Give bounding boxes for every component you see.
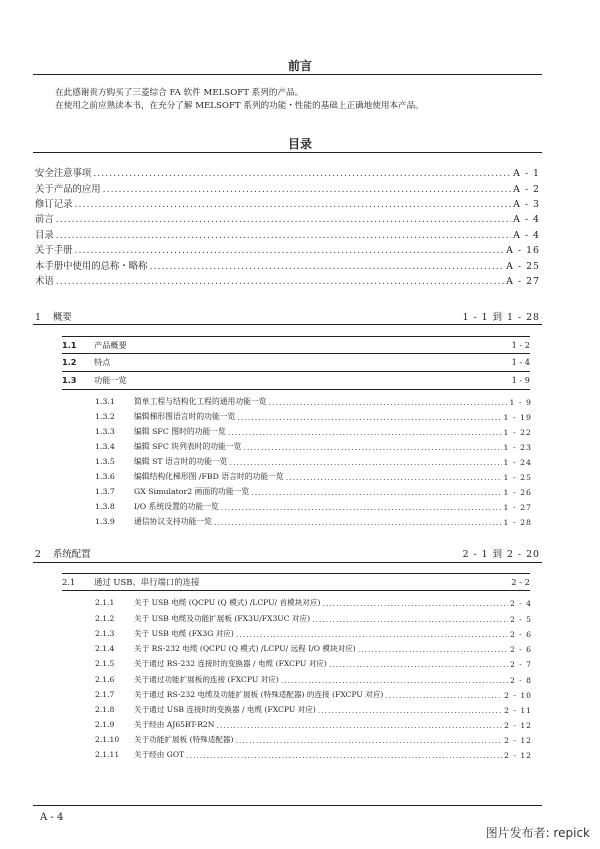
subsection-number: 1.3.9 — [95, 517, 115, 526]
toc-entry-label: 目录 — [35, 230, 54, 241]
subsection-entry[interactable] — [95, 656, 532, 669]
subsection-entry[interactable] — [95, 515, 532, 527]
chapter-number: 1 — [35, 312, 41, 323]
leader-dots — [281, 676, 508, 685]
subsection-entry[interactable] — [95, 747, 532, 760]
preface-rule — [33, 74, 542, 75]
section-rule — [62, 590, 530, 591]
subsection-number: 1.3.7 — [95, 487, 115, 496]
section-rule — [62, 336, 530, 337]
contents-title: 目录 — [287, 137, 312, 151]
leader-dots — [237, 413, 501, 422]
toc-entry[interactable] — [35, 273, 540, 287]
subsection-entry[interactable] — [95, 687, 532, 700]
preface-paragraph-1: 在此感谢贵方购买了三菱综合 FA 软件 MELSOFT 系列的产品。 — [55, 88, 304, 98]
subsection-page: 2 - 5 — [509, 615, 532, 624]
chapter-title: 概要 — [53, 312, 72, 323]
chapter-heading[interactable] — [35, 309, 540, 323]
leader-dots — [286, 473, 502, 482]
leader-dots — [322, 599, 507, 608]
toc-entry-label: 本手册中使用的总称・略称 — [35, 261, 148, 272]
toc-entry[interactable] — [35, 165, 540, 179]
leader-dots — [214, 518, 502, 527]
subsection-entry[interactable] — [95, 732, 532, 745]
subsection-number: 1.3.1 — [95, 397, 115, 406]
subsection-title: 关于经由 AJ65BT-R2N — [134, 720, 215, 729]
subsection-entry[interactable] — [95, 485, 532, 497]
section-number: 1.3 — [62, 374, 77, 385]
chapter-rule — [33, 562, 542, 563]
subsection-title: 关于通过功能扩展板的连接 (FXCPU 对应) — [134, 675, 279, 684]
toc-entry-page: A - 4 — [513, 230, 540, 241]
section-number: 1.1 — [62, 339, 77, 350]
leader-dots — [251, 488, 501, 497]
section-page: 1 - 9 — [511, 375, 530, 385]
section-number: 2.1 — [62, 577, 76, 587]
leader-dots — [243, 443, 501, 452]
section-number: 1.2 — [62, 356, 77, 367]
subsection-entry[interactable] — [95, 641, 532, 654]
toc-entry-label: 前言 — [35, 214, 54, 225]
subsection-page: 2 - 7 — [509, 660, 532, 669]
toc-entry-page: A - 2 — [513, 184, 540, 195]
chapter-rule — [33, 324, 542, 325]
chapter-pages: 2 - 1 到 2 - 20 — [462, 549, 540, 560]
section-page: 2 - 2 — [511, 577, 530, 587]
subsection-entry[interactable] — [95, 717, 532, 730]
leader-dots — [312, 615, 508, 624]
section-rule — [62, 573, 530, 574]
subsection-number: 1.3.8 — [95, 502, 115, 511]
leader-dots — [269, 398, 508, 407]
section-title: 产品概要 — [94, 339, 127, 350]
subsection-page: 1 - 25 — [503, 473, 532, 482]
subsection-page: 2 - 12 — [504, 736, 532, 745]
preface-title: 前言 — [287, 59, 312, 73]
contents-rule — [33, 152, 542, 153]
subsection-number: 2.1.8 — [95, 705, 115, 714]
subsection-number: 2.1.9 — [95, 720, 115, 729]
section-rule — [62, 389, 530, 390]
subsection-number: 1.3.6 — [95, 472, 115, 481]
leader-dots — [150, 261, 505, 272]
subsection-title: 关于通过 RS-232 连接时的变换器 / 电缆 (FXCPU 对应) — [134, 659, 327, 668]
subsection-number: 1.3.4 — [95, 442, 115, 451]
subsection-entry[interactable] — [95, 425, 532, 437]
subsection-entry[interactable] — [95, 395, 532, 407]
subsection-number: 2.1.3 — [95, 629, 115, 638]
section-entry[interactable] — [62, 373, 530, 387]
leader-dots — [221, 503, 502, 512]
toc-entry-page: A - 4 — [513, 214, 540, 225]
subsection-number: 1.3.3 — [95, 427, 115, 436]
subsection-title: 编辑 ST 语言时的功能一览 — [134, 457, 228, 466]
section-title: 功能一览 — [94, 374, 127, 385]
subsection-page: 2 - 8 — [509, 676, 532, 685]
preface-paragraph-2: 在使用之前应熟读本书，在充分了解 MELSOFT 系列的功能・性能的基础上正确地使用本产品。 — [55, 101, 424, 111]
subsection-title: 简单工程与结构化工程的通用功能一览 — [134, 397, 267, 406]
leader-dots — [358, 645, 508, 654]
subsection-title: 关于 USB 电缆 (QCPU (Q 模式) /LCPU/ 首模块对应) — [134, 598, 321, 607]
chapter-number: 2 — [35, 549, 41, 560]
subsection-number: 2.1.10 — [95, 735, 120, 744]
section-rule — [62, 371, 530, 372]
toc-entry[interactable] — [35, 181, 540, 195]
toc-entry-page: A - 27 — [506, 276, 540, 287]
leader-dots — [228, 428, 502, 437]
section-title: 通过 USB、串行端口的连接 — [94, 577, 200, 587]
subsection-number: 2.1.6 — [95, 675, 115, 684]
subsection-title: 编辑梯形图语言时的功能一览 — [134, 412, 236, 421]
footer-rule — [33, 805, 542, 806]
leader-dots — [216, 721, 502, 730]
subsection-number: 2.1.2 — [95, 614, 115, 623]
toc-entry-label: 安全注意事项 — [35, 168, 92, 179]
toc-entry-page: A - 25 — [506, 261, 540, 272]
subsection-page: 2 - 10 — [504, 691, 532, 700]
section-entry[interactable] — [62, 338, 530, 352]
leader-dots — [75, 199, 512, 210]
subsection-number: 1.3.2 — [95, 412, 115, 421]
leader-dots — [385, 691, 502, 700]
subsection-entry[interactable] — [95, 595, 532, 608]
subsection-title: 关于经由 GOT — [134, 750, 185, 759]
subsection-title: 编辑 SFC 块列表时的功能一览 — [134, 442, 242, 451]
subsection-page: 1 - 9 — [509, 398, 532, 407]
subsection-page: 1 - 28 — [503, 518, 532, 527]
subsection-page: 1 - 27 — [503, 503, 532, 512]
section-page: 1 - 2 — [511, 340, 530, 350]
subsection-title: 关于通过 RS-232 电缆及功能扩展板 (特殊适配器) 的连接 (FXCPU 对应) — [134, 690, 384, 699]
subsection-title: I/O 系统设置的功能一览 — [134, 502, 219, 511]
leader-dots — [318, 706, 502, 715]
leader-dots — [93, 168, 511, 179]
subsection-page: 2 - 11 — [504, 706, 532, 715]
subsection-page: 2 - 6 — [509, 630, 532, 639]
subsection-page: 1 - 24 — [503, 458, 532, 467]
toc-entry-label: 修订记录 — [35, 199, 73, 210]
leader-dots — [75, 245, 505, 256]
chapter-heading[interactable] — [35, 546, 540, 560]
leader-dots — [186, 751, 502, 760]
subsection-number: 2.1.1 — [95, 598, 115, 607]
chapter-pages: 1 - 1 到 1 - 28 — [462, 312, 540, 323]
subsection-title: 通信协议支持功能一览 — [134, 517, 212, 526]
subsection-page: 1 - 26 — [503, 488, 532, 497]
section-entry[interactable] — [62, 355, 530, 369]
leader-dots — [103, 184, 511, 195]
subsection-title: 关于 USB 电缆及功能扩展板 (FX3U/FX3UC 对应) — [134, 614, 311, 623]
toc-entry[interactable] — [35, 242, 540, 256]
subsection-page: 1 - 22 — [503, 428, 532, 437]
subsection-entry[interactable] — [95, 611, 532, 624]
toc-entry-page: A - 1 — [513, 168, 540, 179]
section-title: 特点 — [94, 356, 111, 367]
subsection-title: 关于功能扩展板 (特殊适配器) — [134, 735, 234, 744]
subsection-title: 关于 RS-232 电缆 (QCPU (Q 模式) /LCPU/ 远程 I/O 模块对应) — [134, 644, 356, 653]
chapter-title: 系统配置 — [53, 549, 91, 560]
subsection-page: 2 - 12 — [504, 721, 532, 730]
section-rule — [62, 353, 530, 354]
leader-dots — [56, 230, 511, 241]
leader-dots — [56, 214, 511, 225]
subsection-title: 编辑 SFC 图时的功能一览 — [134, 427, 226, 436]
toc-entry-page: A - 16 — [506, 245, 540, 256]
toc-entry[interactable] — [35, 258, 540, 272]
section-page: 1 - 4 — [511, 357, 530, 367]
subsection-number: 2.1.11 — [95, 750, 120, 759]
subsection-number: 1.3.5 — [95, 457, 115, 466]
toc-entry-label: 关于手册 — [35, 245, 73, 256]
leader-dots — [329, 660, 508, 669]
toc-entry[interactable] — [35, 227, 540, 241]
subsection-entry[interactable] — [95, 500, 532, 512]
subsection-entry[interactable] — [95, 626, 532, 639]
toc-entry[interactable] — [35, 196, 540, 210]
footer-page-number: A - 4 — [40, 812, 64, 823]
subsection-page: 2 - 12 — [504, 751, 532, 760]
subsection-entry[interactable] — [95, 410, 532, 422]
subsection-number: 2.1.7 — [95, 690, 115, 699]
toc-entry[interactable] — [35, 211, 540, 225]
subsection-page: 2 - 6 — [509, 645, 532, 654]
toc-entry-label: 关于产品的应用 — [35, 184, 101, 195]
leader-dots — [236, 630, 508, 639]
subsection-title: 关于 USB 电缆 (FX3G 对应) — [134, 629, 234, 638]
leader-dots — [229, 458, 501, 467]
subsection-entry[interactable] — [95, 470, 532, 482]
subsection-title: 关于通过 USB 连接时的变换器 / 电缆 (FXCPU 对应) — [134, 705, 316, 714]
subsection-title: 编辑结构化梯形图 /FBD 语言时的功能一览 — [134, 472, 284, 481]
subsection-entry[interactable] — [95, 455, 532, 467]
subsection-title: GX Simulator2 画面的功能一览 — [134, 487, 250, 496]
subsection-number: 2.1.5 — [95, 659, 115, 668]
toc-entry-label: 术语 — [35, 276, 54, 287]
subsection-number: 2.1.4 — [95, 644, 115, 653]
subsection-entry[interactable] — [95, 702, 532, 715]
watermark: 图片发布者: repick — [485, 826, 590, 840]
subsection-entry[interactable] — [95, 672, 532, 685]
toc-entry-page: A - 3 — [513, 199, 540, 210]
subsection-page: 1 - 23 — [503, 443, 532, 452]
leader-dots — [235, 736, 502, 745]
subsection-page: 2 - 4 — [509, 599, 532, 608]
section-entry[interactable] — [62, 575, 530, 589]
subsection-entry[interactable] — [95, 440, 532, 452]
leader-dots — [56, 276, 504, 287]
subsection-page: 1 - 19 — [503, 413, 532, 422]
